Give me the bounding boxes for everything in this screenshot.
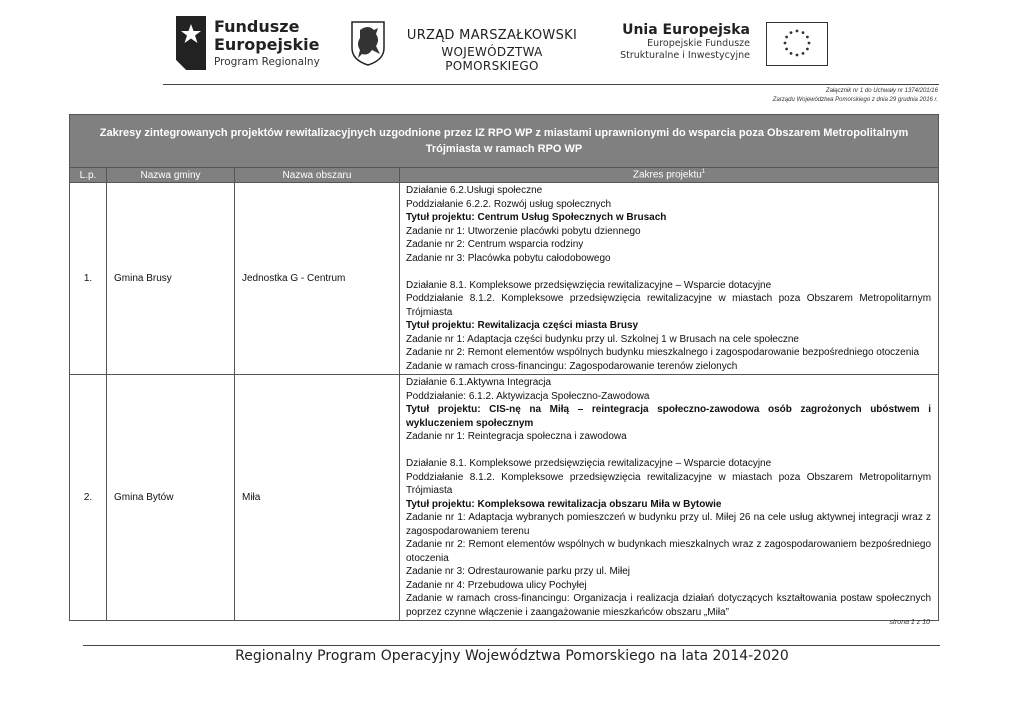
scope-line: Poddziałanie 8.1.2. Kompleksowe przedsięwzięcia rewitalizacyjne w miastach poza Obszarem Metropolitarnym Trójmiasta [406,293,932,318]
scope-line: Działanie 6.2.Usługi społeczne [406,185,543,196]
fe-logo-line3: Program Regionalny [214,56,320,68]
scope-spacer [406,444,931,458]
header-divider [163,84,939,85]
ue-logo-line3: Strukturalne i Inwestycyjne [620,50,750,61]
header-zakres [400,168,939,183]
scope-line: Zadanie nr 2: Remont elementów wspólnych w budynkach mieszkalnych wraz z zagospodarowaniem bezpośredniego otoczenia [406,539,932,564]
row-number: 1. [70,183,107,375]
scope-line: Zadanie w ramach cross-financingu: Zagospodarowanie terenów zielonych [406,360,738,372]
page-number: strona 1 z 10 [889,619,930,626]
fundusze-europejskie-logo [172,14,322,72]
table-row [70,375,939,621]
area-name: Jednostka G - Centrum [235,183,400,375]
annex-note [773,87,938,105]
area-name: Miła [235,375,400,621]
scope-line: Działanie 8.1. Kompleksowe przedsięwzięcia rewitalizacyjne – Wsparcie dotacyjne [406,279,772,291]
scope-line: Działanie 6.1.Aktywna Integracja [406,377,552,388]
fe-logo-line1: Fundusze [214,17,300,36]
annex-line2: Zarządu Województwa Pomorskiego z dnia 29 grudnia 2016 r. [772,97,938,103]
scope-line: Zadanie nr 1: Reintegracja społeczna i zawodowa [406,431,627,442]
scope-line: Zadanie nr 3: Odrestaurowanie parku przy ul. Miłej [406,566,630,577]
projects-table [69,114,939,621]
scope-line: Poddziałanie 8.1.2. Kompleksowe przedsięwzięcia rewitalizacyjne w miastach poza Obszarem Metropolitarnym Trójmiasta [406,471,932,496]
table-row [70,183,939,375]
scope-line: Zadanie nr 1: Utworzenie placówki pobytu dziennego [406,225,641,237]
header-zakres-label: Zakres projektu [632,169,702,181]
unia-europejska-logo [620,22,834,68]
header-lp: L.p. [70,168,107,183]
gmina-name: Gmina Brusy [107,183,235,375]
eu-flag-icon [766,22,828,66]
um-logo-line2: WOJEWÓDZTWA POMORSKIEGO [441,45,543,73]
scope-line: Działanie 8.1. Kompleksowe przedsięwzięcia rewitalizacyjne – Wsparcie dotacyjne [406,458,772,469]
scope-line: Zadanie nr 4: Przebudowa ulicy Pochyłej [406,579,587,591]
scope-line: Poddziałanie 6.2.2. Rozwój usług społecznych [406,198,612,210]
scope-spacer [406,265,931,279]
scope-line: Zadanie nr 1: Adaptacja wybranych pomieszczeń w budynku przy ul. Miłej 26 na cele usług aktywnej integracji wraz z zagospodarowaniem terenu [406,512,932,537]
project-title-line: Tytuł projektu: Kompleksowa rewitalizacja obszaru Miła w Bytowie [406,498,722,510]
project-title-line: Tytuł projektu: CIS-nę na Miłą – reintegracja społeczno-zawodowa osób zagrożonych ubóstwem i wykluczeniem społecznym [406,404,932,429]
table-title: Zakresy zintegrowanych projektów rewitalizacyjnych uzgodnione przez IZ RPO WP z miastami uprawnionymi do wsparcia poza Obszarem Metropolitalnym Trójmiasta w ramach RPO WP [70,115,939,168]
project-title-line: Tytuł projektu: Rewitalizacja części miasta Brusy [406,320,639,331]
header-gmina: Nazwa gminy [107,168,235,183]
fe-star-emblem-icon [172,14,210,72]
ue-logo-line1: Unia Europejska [622,22,750,38]
project-title-line: Tytuł projektu: Centrum Usług Społecznych w Brusach [406,212,667,223]
scope-line: Zadanie nr 2: Remont elementów wspólnych budynku mieszkalnego i zagospodarowanie bezpośredniego otoczenia [406,347,920,358]
scope-line: Zadanie w ramach cross-financingu: Organizacja i realizacja działań dotyczących kształtowania postaw społecznych poprzez czynne włączenie i zaangażowanie mieszkańców obszaru „Miła” [406,593,932,618]
annex-line1: Załącznik nr 1 do Uchwały nr 1374/201/16 [825,88,938,94]
scope-line: Zadanie nr 3: Placówka pobytu całodobowego [406,252,611,264]
header-obszar: Nazwa obszaru [235,168,400,183]
footer-program-name: Regionalny Program Operacyjny Województwa Pomorskiego na lata 2014-2020 [235,648,789,664]
um-logo-line1: URZĄD MARSZAŁKOWSKI [406,28,578,43]
scope-line: Poddziałanie: 6.1.2. Aktywizacja Społeczno-Zawodowa [406,390,650,402]
ue-logo-line2: Europejskie Fundusze [647,38,750,49]
fe-logo-line2: Europejskie [214,35,320,54]
project-scope [400,375,939,621]
scope-line: Zadanie nr 1: Adaptacja części budynku przy ul. Szkolnej 1 w Brusach na cele społeczne [406,333,799,345]
footnote-marker: 1 [701,169,706,176]
row-number: 2. [70,375,107,621]
urzad-marszalkowski-logo [350,20,590,73]
project-scope [400,183,939,375]
gmina-name: Gmina Bytów [107,375,235,621]
griffin-coat-of-arms-icon [350,20,386,66]
table-header-row [70,168,939,183]
scope-line: Zadanie nr 2: Centrum wsparcia rodziny [406,239,584,250]
footer-divider [83,645,940,646]
